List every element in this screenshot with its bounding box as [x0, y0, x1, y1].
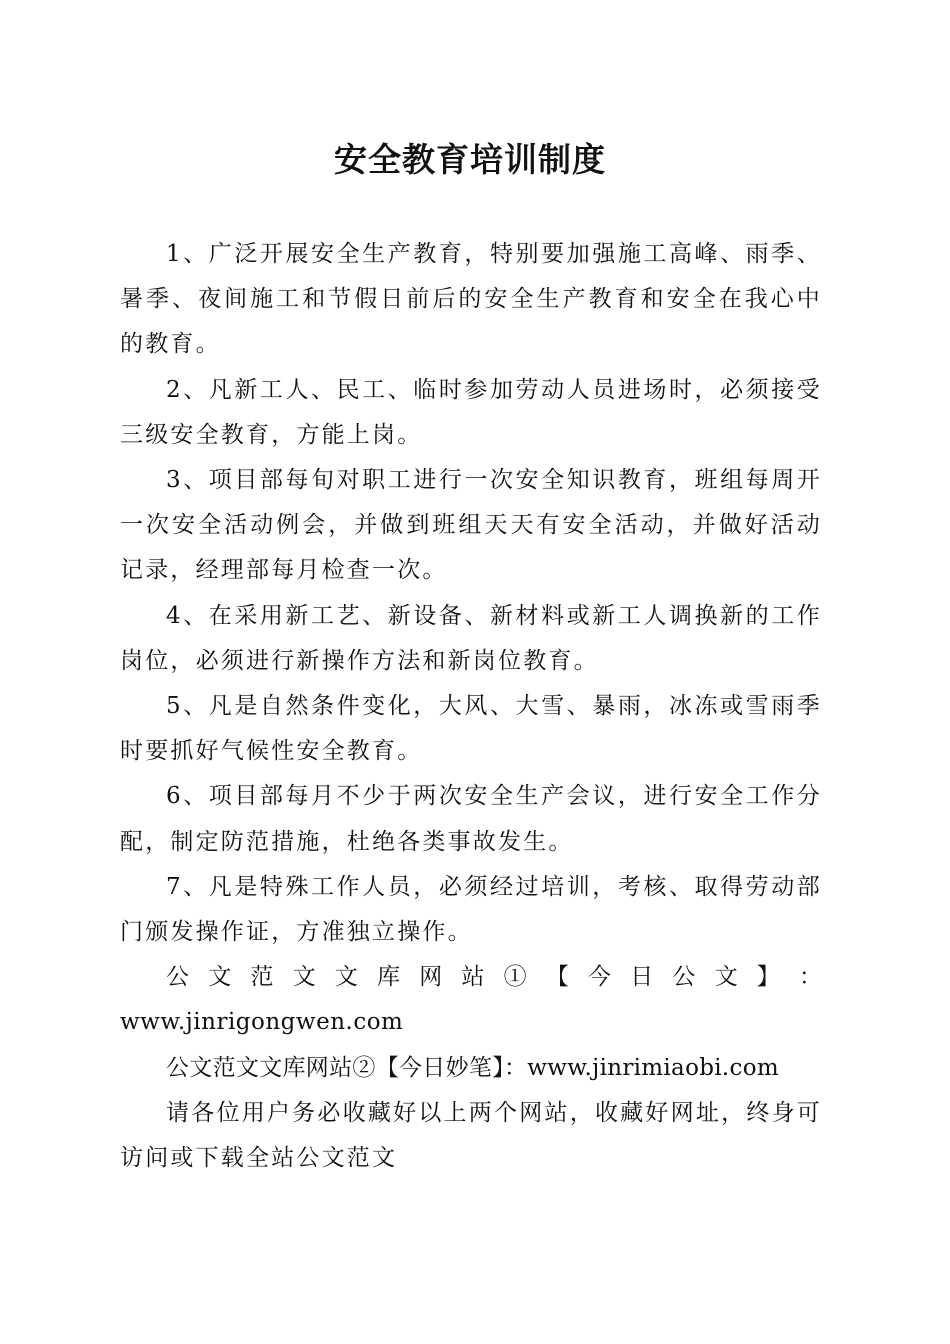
paragraph-1: 1、广泛开展安全生产教育，特别要加强施工高峰、雨季、暑季、夜间施工和节假日前后的安全生产教育和安全在我心中的教育。 — [120, 241, 822, 358]
paragraph-3: 3、项目部每旬对职工进行一次安全知识教育，班组每周开一次安全活动例会，并做到班组天天有安全活动，并做好活动记录，经理部每月检查一次。 — [120, 467, 822, 584]
website-1-label: 公 文 范 文 文 库 网 站 ① 【 今 日 公 文 】 ： — [166, 964, 822, 991]
paragraph-2: 2、凡新工人、民工、临时参加劳动人员进场时，必须接受三级安全教育，方能上岗。 — [120, 376, 822, 448]
website-1-note — [120, 955, 822, 1045]
paragraph-7: 7、凡是特殊工作人员，必须经过培训，考核、取得劳动部门颁发操作证，方准独立操作。 — [120, 873, 822, 946]
paragraph-4: 4、在采用新工艺、新设备、新材料或新工人调换新的工作岗位，必须进行新操作方法和新岗位教育。 — [120, 602, 822, 674]
document-title: 安全教育培训制度 — [334, 140, 606, 179]
website-1-url: www.jinrigongwen.com — [120, 1009, 404, 1036]
closing-note: 请各位用户务必收藏好以上两个网站，收藏好网址，终身可访问或下载全站公文范文 — [120, 1099, 822, 1172]
website-2-note: 公文范文文库网站②【今日妙笔】：www.jinrimiaobi.com — [166, 1054, 779, 1081]
paragraph-5: 5、凡是自然条件变化，大风、大雪、暴雨，冰冻或雪雨季时要抓好气候性安全教育。 — [120, 693, 822, 765]
document-body — [120, 232, 822, 1181]
paragraph-6: 6、项目部每月不少于两次安全生产会议，进行安全工作分配，制定防范措施，杜绝各类事故发生。 — [120, 783, 822, 855]
